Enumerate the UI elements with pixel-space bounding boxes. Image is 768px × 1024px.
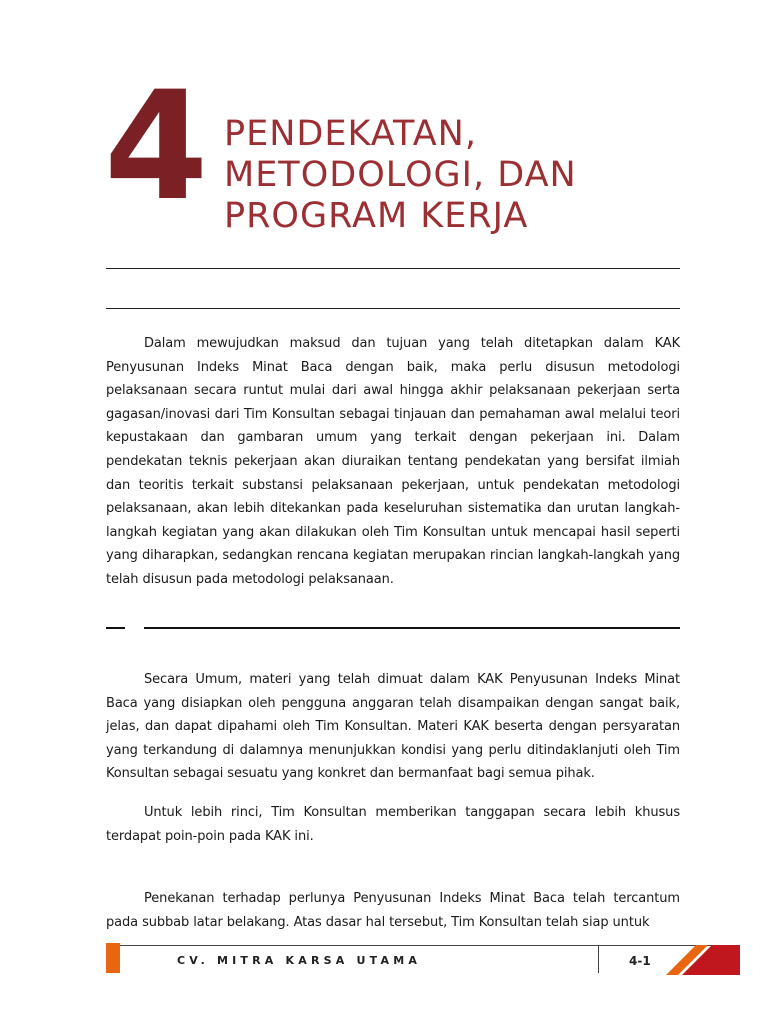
page-number: 4-1 <box>629 954 651 968</box>
chapter-title-line-3: PROGRAM KERJA <box>224 196 529 236</box>
header-divider-top <box>106 268 680 269</box>
footer-company-name: CV. MITRA KARSA UTAMA <box>177 954 422 967</box>
chapter-number: 4 <box>104 60 205 234</box>
paragraph-1: Dalam mewujudkan maksud dan tujuan yang telah ditetapkan dalam KAK Penyusunan Indeks Minat Baca dengan baik, maka perlu disusun metodologi pelaksanaan secara runtut mulai dari awal hingga akhir pelaksanaan pekerjaan serta gagasan/inovasi dari Tim Konsultan sebagai tinjauan dan pemahaman awal melalui teori kepustakaan dan gambaran umum yang terkait dengan pekerjaan ini. Dalam pendekatan teknis pekerjaan akan diuraikan tentang pendekatan yang bersifat ilmiah dan teoritis terkait substansi pelaksanaan pekerjaan, untuk pendekatan metodologi pelaksanaan, akan lebih ditekankan pada keseluruhan sistematika dan urutan langkah-langkah kegiatan yang akan dilakukan oleh Tim Konsultan untuk mencapai hasil seperti yang diharapkan, sedangkan rencana kegiatan merupakan rincian langkah-langkah yang telah disusun pada metodologi pelaksanaan. <box>106 336 680 587</box>
section-divider-short <box>106 627 125 629</box>
chapter-title-line-1: PENDEKATAN, <box>224 114 477 154</box>
chapter-title-line-2: METODOLOGI, DAN <box>224 155 577 195</box>
paragraph-2: Secara Umum, materi yang telah dimuat dalam KAK Penyusunan Indeks Minat Baca yang disiapkan oleh pengguna anggaran telah disampaikan dengan sangat baik, jelas, dan dapat dipahami oleh Tim Konsultan. Materi KAK beserta dengan persyaratan yang terkandung di dalamnya menunjukkan kondisi yang perlu ditindaklanjuti oleh Tim Konsultan sebagai sesuatu yang konkret dan bermanfaat bagi semua pihak. <box>106 672 680 782</box>
section-divider-long <box>144 627 680 629</box>
footer-accent-bar <box>106 943 120 973</box>
header-divider-bottom <box>106 308 680 309</box>
footer-decoration <box>660 945 740 975</box>
paragraph-3: Untuk lebih rinci, Tim Konsultan memberikan tanggapan secara lebih khusus terdapat poin-poin pada KAK ini. <box>106 805 680 844</box>
paragraph-4: Penekanan terhadap perlunya Penyusunan Indeks Minat Baca telah tercantum pada subbab latar belakang. Atas dasar hal tersebut, Tim Konsultan telah siap untuk <box>106 891 680 930</box>
chapter-title <box>224 114 694 237</box>
